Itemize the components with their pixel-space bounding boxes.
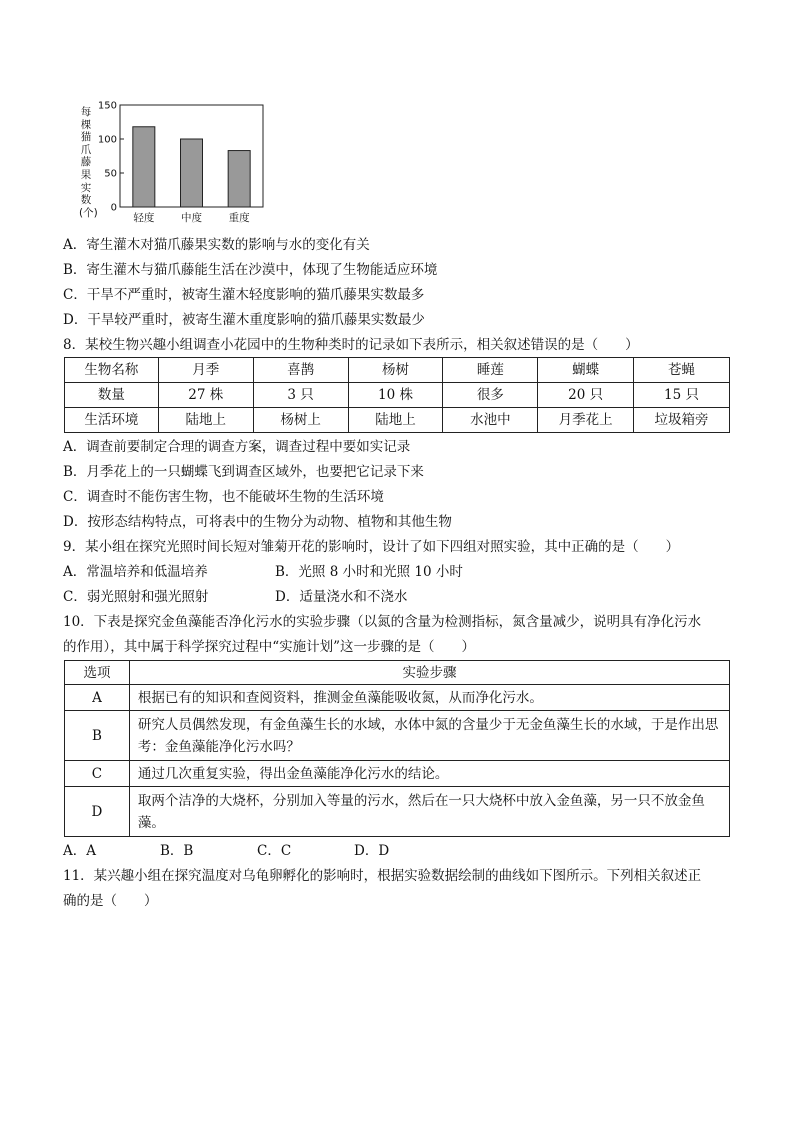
table-cell: 月季: [158, 358, 253, 383]
table-cell: 水池中: [443, 408, 538, 433]
q7-option-a: A．寄生灌木对猫爪藤果实数的影响与水的变化有关: [63, 237, 370, 253]
table-cell: 睡莲: [443, 358, 538, 383]
q8-option-c: C．调查时不能伤害生物，也不能破坏生物的生活环境: [63, 489, 384, 505]
table-cell: 苍蝇: [634, 358, 730, 383]
y-tick-label: 150: [97, 100, 117, 112]
q9-option-c: C．弱光照射和强光照射: [63, 589, 209, 605]
q9-option-b: B．光照 8 小时和光照 10 小时: [275, 564, 463, 580]
y-tick-label: 0: [110, 202, 117, 214]
table-row: [65, 408, 730, 433]
table-header-cell: 实验步骤: [129, 661, 729, 685]
q8-option-a: A．调查前要制定合理的调查方案，调查过程中要如实记录: [63, 439, 411, 455]
table-cell: 生物名称: [65, 358, 159, 383]
q7-option-d: D．干旱较严重时，被寄生灌木重度影响的猫爪藤果实数最少: [63, 312, 425, 328]
table-cell: 垃圾箱旁: [634, 408, 730, 433]
table-cell: B: [65, 711, 130, 761]
bar: [181, 139, 203, 207]
x-tick-label: 重度: [228, 212, 250, 224]
table-cell: 蝴蝶: [538, 358, 634, 383]
table-row: [65, 761, 730, 787]
q9-option-a: A．常温培养和低温培养: [63, 564, 208, 580]
q10-option-b: B．B: [160, 843, 194, 859]
q10-stem-line1: 10．下表是探究金鱼藻能否净化污水的实验步骤（以氮的含量为检测指标，氮含量减少，说明具有净化污水: [63, 614, 702, 630]
q10-option-d: D．D: [354, 843, 390, 859]
y-tick-label: 50: [104, 168, 117, 180]
q9-stem: 9．某小组在探究光照时间长短对雏菊开花的影响时，设计了如下四组对照实验，其中正确的是（ ）: [63, 539, 680, 555]
q10-stem-line2: 的作用），其中属于科学探究过程中“实施计划”这一步骤的是（ ）: [63, 639, 476, 655]
table-cell: 陆地上: [158, 408, 253, 433]
q8-option-d: D．按形态结构特点，可将表中的生物分为动物、植物和其他生物: [63, 514, 452, 530]
table-cell: 根据已有的知识和查阅资料，推测金鱼藻能吸收氮，从而净化污水。: [129, 685, 729, 711]
bar: [133, 127, 155, 207]
table-cell: 27 株: [158, 383, 253, 408]
table-header-cell: 选项: [65, 661, 130, 685]
q11-stem-line1: 11．某兴趣小组在探究温度对乌龟卵孵化的影响时，根据实验数据绘制的曲线如下图所示。下列相关叙述正: [63, 868, 702, 884]
table-row: [65, 358, 730, 383]
fruit-count-bar-chart: [76, 100, 276, 228]
table-cell: 喜鹊: [253, 358, 348, 383]
table-cell: 月季花上: [538, 408, 634, 433]
x-tick-label: 中度: [181, 212, 202, 224]
q9-option-d: D．适量浇水和不浇水: [275, 589, 408, 605]
table-cell: A: [65, 685, 130, 711]
table-row: [65, 787, 730, 837]
chart-y-axis-label: 每棵猫爪藤果实数(个): [79, 106, 98, 219]
q7-option-c: C．干旱不严重时，被寄生灌木轻度影响的猫爪藤果实数最多: [63, 287, 425, 303]
q10-option-a: A．A: [63, 843, 96, 859]
table-cell: 20 只: [538, 383, 634, 408]
q11-stem-line2: 确的是（ ）: [63, 893, 158, 909]
table-cell: 杨树上: [253, 408, 348, 433]
q10-steps-table: [64, 660, 730, 837]
table-cell: 取两个洁净的大烧杯，分别加入等量的污水，然后在一只大烧杯中放入金鱼藻，另一只不放金鱼藻。: [129, 787, 729, 837]
table-cell: 很多: [443, 383, 538, 408]
q8-stem: 8．某校生物兴趣小组调查小花园中的生物种类时的记录如下表所示，相关叙述错误的是（ ）: [63, 337, 639, 353]
table-cell: 15 只: [634, 383, 730, 408]
q8-option-b: B．月季花上的一只蝴蝶飞到调查区域外，也要把它记录下来: [63, 464, 424, 480]
q8-survey-table: [64, 357, 730, 433]
q7-option-b: B．寄生灌木与猫爪藤能生活在沙漠中，体现了生物能适应环境: [63, 262, 438, 278]
table-cell: 陆地上: [348, 408, 443, 433]
y-tick-label: 100: [97, 134, 117, 146]
table-cell: 研究人员偶然发现，有金鱼藻生长的水域，水体中氮的含量少于无金鱼藻生长的水域，于是作出思考：金鱼藻能净化污水吗？: [129, 711, 729, 761]
table-cell: 3 只: [253, 383, 348, 408]
bar: [228, 151, 250, 207]
table-row: [65, 685, 730, 711]
table-row: [65, 711, 730, 761]
table-cell: 杨树: [348, 358, 443, 383]
table-cell: 生活环境: [65, 408, 159, 433]
q10-option-c: C．C: [257, 843, 292, 859]
table-cell: 通过几次重复实验，得出金鱼藻能净化污水的结论。: [129, 761, 729, 787]
table-cell: C: [65, 761, 130, 787]
table-cell: 10 株: [348, 383, 443, 408]
x-tick-label: 轻度: [133, 212, 155, 224]
table-cell: 数量: [65, 383, 159, 408]
table-row: [65, 383, 730, 408]
table-cell: D: [65, 787, 130, 837]
table-row: [65, 661, 730, 685]
